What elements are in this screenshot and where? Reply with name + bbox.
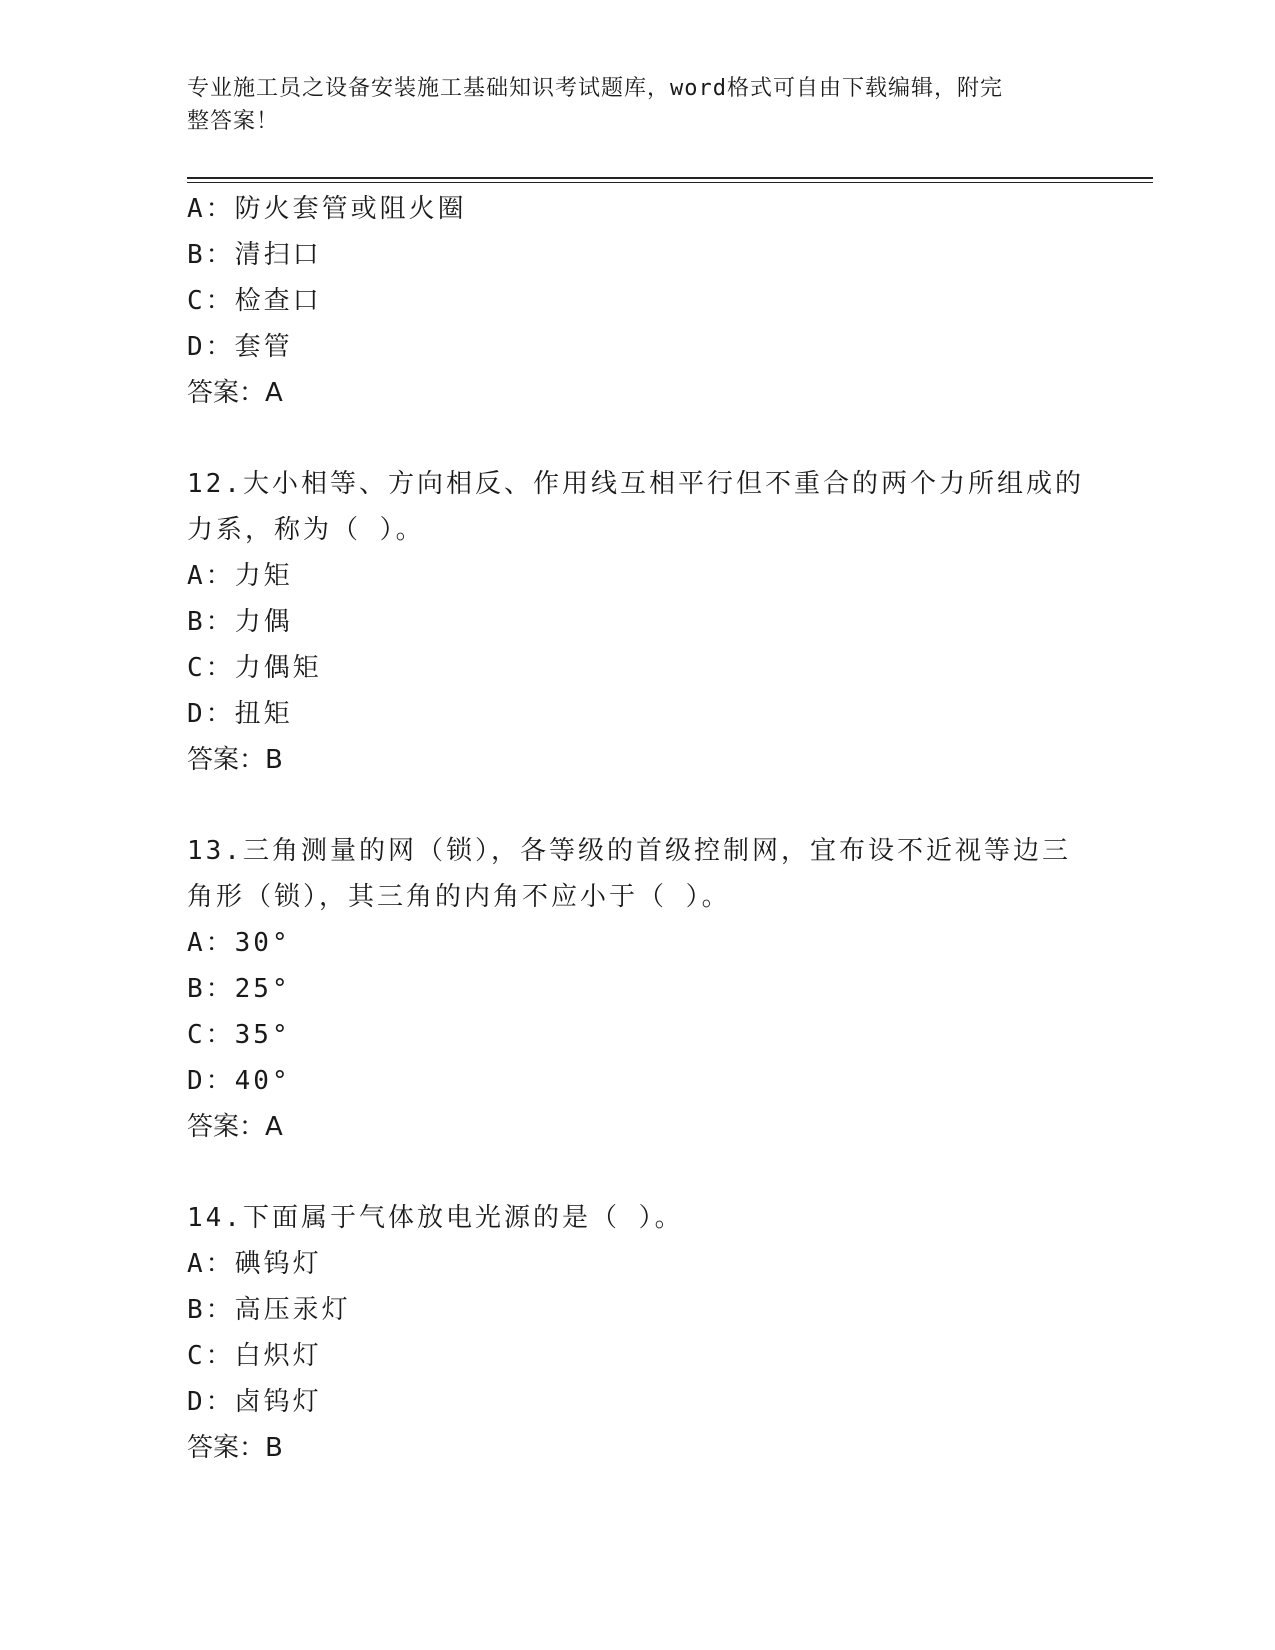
option-a: A：力矩 bbox=[187, 561, 293, 591]
question-14 bbox=[187, 1195, 1087, 1471]
header-title-line-2: 整答案！ bbox=[187, 109, 280, 134]
option-d: D：40° bbox=[187, 1066, 291, 1096]
option-c: C：白炽灯 bbox=[187, 1341, 322, 1371]
question-stem-line-2: 力系，称为（ ）。 bbox=[187, 515, 425, 545]
option-a: A：碘钨灯 bbox=[187, 1249, 322, 1279]
question-stem-line-1: 12.大小相等、方向相反、作用线互相平行但不重合的两个力所组成的 bbox=[187, 469, 1084, 499]
answer: 答案：B bbox=[187, 745, 283, 775]
header-divider-thick bbox=[187, 177, 1153, 179]
option-b: B：清扫口 bbox=[187, 240, 322, 270]
option-b: B：高压汞灯 bbox=[187, 1295, 351, 1325]
answer: 答案：B bbox=[187, 1433, 283, 1463]
answer: 答案：A bbox=[187, 378, 283, 408]
spacer bbox=[187, 783, 1087, 828]
option-b: B：25° bbox=[187, 974, 291, 1004]
option-d: D：套管 bbox=[187, 332, 293, 362]
option-c: C：35° bbox=[187, 1020, 291, 1050]
question-stem-line-1: 14.下面属于气体放电光源的是（ ）。 bbox=[187, 1203, 684, 1233]
option-c: C：检查口 bbox=[187, 286, 322, 316]
option-a: A：防火套管或阻火圈 bbox=[187, 194, 467, 224]
answer: 答案：A bbox=[187, 1112, 283, 1142]
spacer bbox=[187, 1150, 1087, 1195]
option-b: B：力偶 bbox=[187, 607, 293, 637]
question-list bbox=[187, 186, 1087, 1471]
question-stem-line-2: 角形（锁），其三角的内角不应小于（ ）。 bbox=[187, 882, 731, 912]
question-12 bbox=[187, 461, 1087, 783]
question-stem-line-1: 13.三角测量的网（锁），各等级的首级控制网，宜布设不近视等边三 bbox=[187, 836, 1071, 866]
spacer bbox=[187, 416, 1087, 461]
question-13 bbox=[187, 828, 1087, 1150]
header-divider-thin bbox=[187, 182, 1153, 183]
option-d: D：卤钨灯 bbox=[187, 1387, 322, 1417]
document-header bbox=[187, 72, 1067, 138]
question-11 bbox=[187, 186, 1087, 416]
option-c: C：力偶矩 bbox=[187, 653, 322, 683]
option-d: D：扭矩 bbox=[187, 699, 293, 729]
header-title-line-1: 专业施工员之设备安装施工基础知识考试题库，word格式可自由下载编辑，附完 bbox=[187, 76, 1003, 101]
option-a: A：30° bbox=[187, 928, 291, 958]
